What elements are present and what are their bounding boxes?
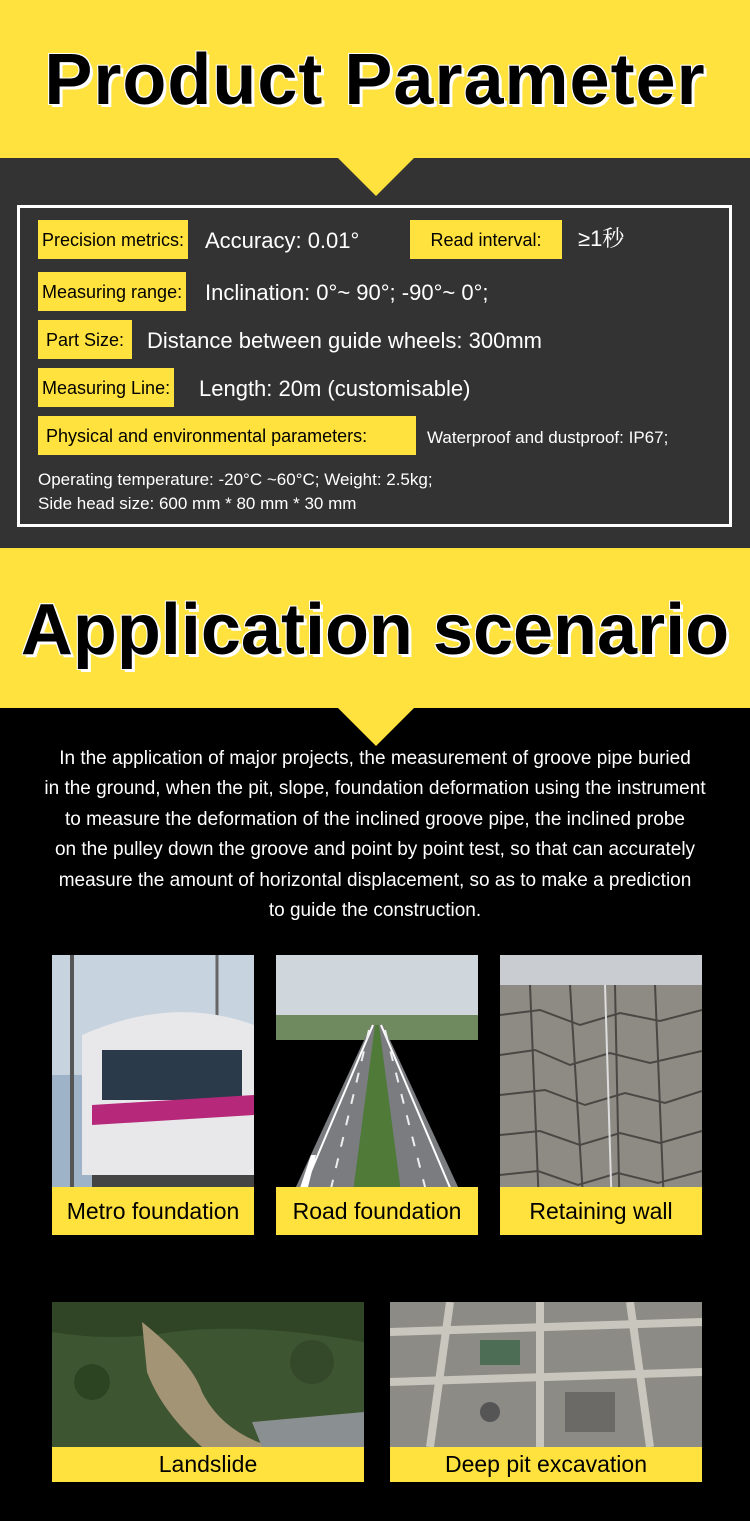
scenario-card-metro (52, 955, 254, 1280)
description-line: In the application of major projects, the measurement of groove pipe buried (59, 748, 691, 769)
scenario-caption: Landslide (52, 1447, 364, 1482)
physical-label: Physical and environmental parameters: (38, 416, 416, 455)
description-line: to measure the deformation of the inclined groove pipe, the inclined probe (64, 808, 685, 830)
precision-value: Accuracy: 0.01° (205, 228, 360, 253)
scenario-card-deep-pit (390, 1302, 702, 1482)
description-line: on the pulley down the groove and point by point test, so that can accurately (54, 839, 696, 861)
description-line: measure the amount of horizontal displacement, so as to make a prediction (58, 869, 692, 891)
precision-label: Precision metrics: (38, 220, 188, 259)
description-line: to guide the construction. (268, 900, 482, 922)
measuring-line-value: Length: 20m (customisable) (199, 376, 471, 401)
description-line: in the ground, when the pit, slope, foundation deformation using the instrument (44, 778, 706, 800)
scenario-card-landslide (52, 1302, 364, 1482)
scenario-caption: Metro foundation (52, 1187, 254, 1235)
parameter-extra-line-1: Operating temperature: -20°C ~60°C; Weight: 2.5kg; (38, 470, 433, 489)
read-interval-value: ≥1秒 (578, 226, 625, 251)
arrow-down-decoration (338, 158, 414, 196)
scenario-caption: Retaining wall (500, 1187, 702, 1235)
deep-pit-image (390, 1302, 702, 1447)
part-size-value: Distance between guide wheels: 300mm (147, 328, 543, 353)
measuring-range-value: Inclination: 0°~ 90°; -90°~ 0°; (205, 280, 489, 305)
application-title: Application scenario (20, 590, 730, 670)
scenario-caption: Deep pit excavation (390, 1447, 702, 1482)
scenario-card-road (276, 955, 478, 1280)
product-parameter-title: Product Parameter (44, 40, 706, 120)
scenario-caption: Road foundation (276, 1187, 478, 1235)
landslide-image (52, 1302, 364, 1447)
part-size-label: Part Size: (38, 320, 132, 359)
read-interval-label: Read interval: (410, 220, 562, 259)
scenario-card-wall (500, 955, 702, 1280)
parameter-extra-line-2: Side head size: 600 mm * 80 mm * 30 mm (38, 494, 357, 513)
arrow-down-decoration (338, 708, 414, 746)
application-description (0, 744, 750, 926)
top-banner (0, 0, 750, 158)
measuring-range-label: Measuring range: (38, 272, 186, 311)
physical-value: Waterproof and dustproof: IP67; (427, 428, 669, 447)
measuring-line-label: Measuring Line: (38, 368, 174, 407)
